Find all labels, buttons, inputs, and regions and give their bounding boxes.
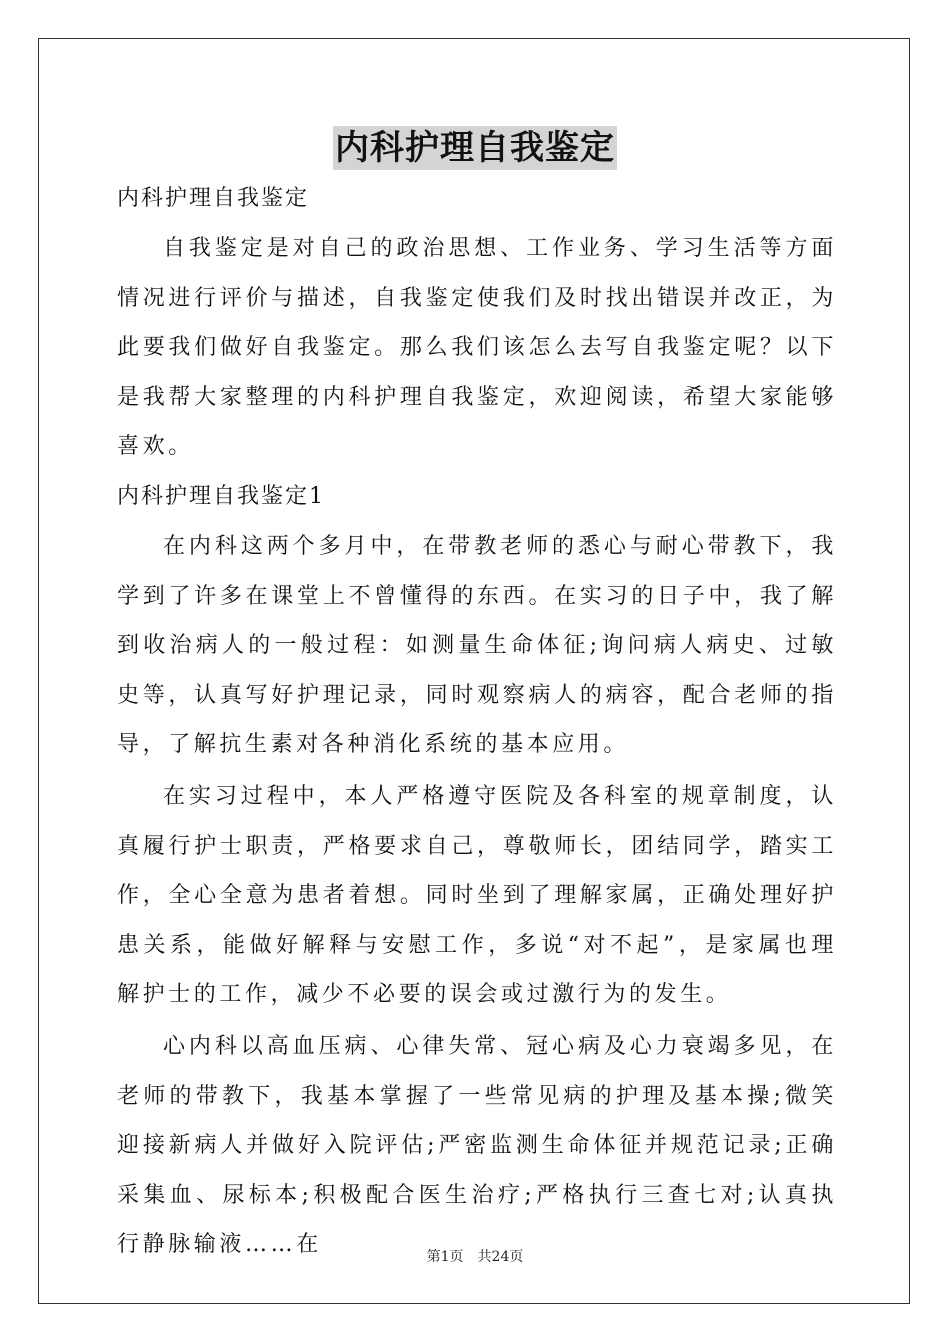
document-title: 内科护理自我鉴定	[335, 128, 615, 168]
intro-paragraph: 自我鉴定是对自己的政治思想、工作业务、学习生活等方面情况进行评价与描述，自我鉴定使我们及时找出错误并改正，为此要我们做好自我鉴定。那么我们该怎么去写自我鉴定呢？以下是我帮大家整理的内科护理自我鉴定，欢迎阅读，希望大家能够喜欢。	[117, 236, 837, 460]
document-body	[117, 176, 837, 1270]
document-subtitle: 内科护理自我鉴定	[117, 186, 310, 211]
body-paragraph: 在实习过程中，本人严格遵守医院及各科室的规章制度，认真履行护士职责，严格要求自己，尊敬师长，团结同学，踏实工作，全心全意为患者着想。同时坐到了理解家属，正确处理好护患关系，能做好解释与安慰工作，多说“对不起”，是家属也理解护士的工作，减少不必要的误会或过激行为的发生。	[117, 783, 837, 1008]
body-paragraph: 在内科这两个多月中，在带教老师的悉心与耐心带教下，我学到了许多在课堂上不曾懂得的东西。在实习的日子中，我了解到收治病人的一般过程：如测量生命体征;询问病人病史、过敏史等，认真写好护理记录，同时观察病人的病容，配合老师的指导，了解抗生素对各种消化系统的基本应用。	[117, 533, 837, 758]
page-number-footer: 第1页 共24页	[426, 1249, 524, 1265]
title-container	[0, 126, 950, 170]
section-heading: 内科护理自我鉴定1	[117, 483, 325, 509]
body-paragraph: 心内科以高血压病、心律失常、冠心病及心力衰竭多见，在老师的带教下，我基本掌握了一些常见病的护理及基本操;微笑迎接新病人并做好入院评估;严密监测生命体征并规范记录;正确采集血、尿标本;积极配合医生治疗;严格执行三查七对;认真执行静脉输液……在	[117, 1033, 837, 1258]
